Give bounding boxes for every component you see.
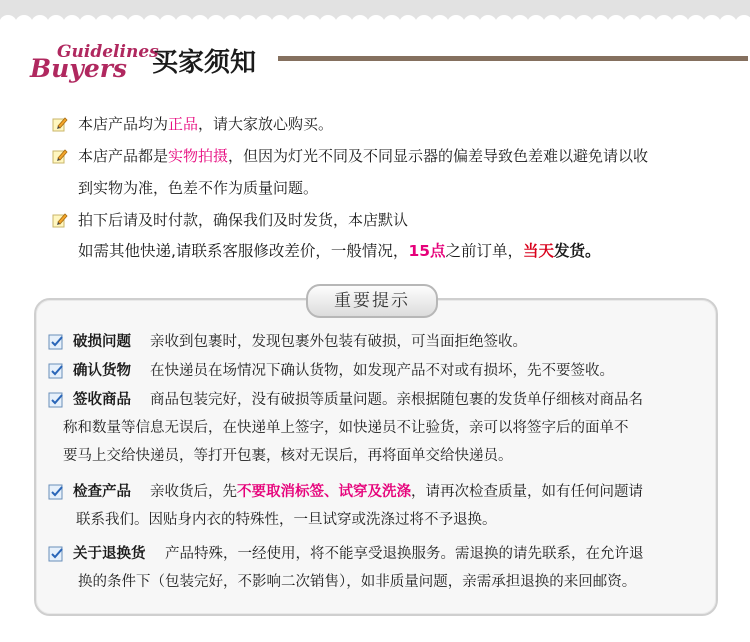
item-label: 确认货物	[73, 363, 131, 379]
page-title: 买家须知	[152, 48, 257, 78]
item-label: 检查产品	[73, 484, 131, 500]
item-text: 产品特殊，一经使用，将不能享受退换服务。需退换的请先联系，在允许退	[165, 546, 644, 562]
item-text: 联系我们。因贴身内衣的特殊性，一旦试穿或洗涤过将不予退换。	[76, 512, 497, 528]
notice-text: 拍下后请及时付款，确保我们及时发货，本店默认	[78, 211, 409, 229]
notice-text: ，但因为灯光不同及不同显示器的偏差导致色差难以避免请以收	[228, 147, 649, 165]
notice-text-line2: 到实物为准，色差不作为质量问题。	[78, 179, 319, 197]
highlight-genuine: 正品	[168, 115, 199, 133]
notice-text: ，请大家放心购买。	[198, 115, 334, 133]
item-text: 在快递员在场情况下确认货物，如发现产品不对或有损坏，先不要签收。	[150, 363, 614, 379]
item-text: 要马上交给快递员，等打开包裹，核对无误后，再将面单交给快递员。	[63, 448, 513, 464]
item-text-part: ，请再次检查质量，如有任何问题请	[411, 484, 643, 500]
panel-title-tab: 重要提示	[306, 284, 438, 318]
notice-text: 发货。	[554, 242, 601, 260]
pencil-icon	[52, 148, 68, 164]
notice-text: 之前订单，	[445, 242, 524, 260]
item-text: 称和数量等信息无误后，在快递单上签字，如快递员不让验货，亲可以将签字后的面单不	[63, 420, 629, 436]
item-label: 关于退换货	[73, 546, 146, 562]
notice-text: 如需其他快递,请联系客服修改差价，一般情况，	[78, 242, 409, 260]
logo-guidelines: Guidelines	[57, 42, 159, 62]
item-label: 签收商品	[73, 392, 131, 408]
item-text	[150, 482, 643, 502]
item-text: 商品包装完好，没有破损等质量问题。亲根据随包裹的发货单仔细核对商品名	[150, 392, 643, 408]
item-text-part: 亲收货后，先	[150, 484, 237, 500]
check-note-icon	[48, 363, 66, 379]
logo-buyers: Buyers	[30, 54, 127, 83]
check-note-icon	[48, 392, 66, 408]
check-note-icon	[48, 546, 66, 562]
highlight-same-day: 当天	[523, 242, 555, 260]
highlight-real-photo: 实物拍摄	[168, 147, 229, 165]
header-divider	[278, 56, 748, 61]
pencil-icon	[52, 212, 68, 228]
page-header	[0, 28, 750, 88]
notice-text: 本店产品都是	[78, 147, 169, 165]
scalloped-border	[0, 0, 750, 24]
notice-text: 本店产品均为	[78, 115, 169, 133]
highlight-cutoff-time: 15点	[408, 242, 446, 260]
pencil-icon	[52, 116, 68, 132]
highlight-no-remove-tags: 不要取消标签、试穿及洗涤	[237, 484, 411, 500]
item-text: 换的条件下（包装完好，不影响二次销售），如非质量问题，亲需承担退换的来回邮资。	[78, 574, 637, 590]
check-note-icon	[48, 484, 66, 500]
notice-text-line2	[78, 241, 601, 261]
item-label: 破损问题	[73, 334, 131, 350]
check-note-icon	[48, 334, 66, 350]
item-text: 亲收到包裹时，发现包裹外包装有破损，可当面拒绝签收。	[150, 334, 527, 350]
